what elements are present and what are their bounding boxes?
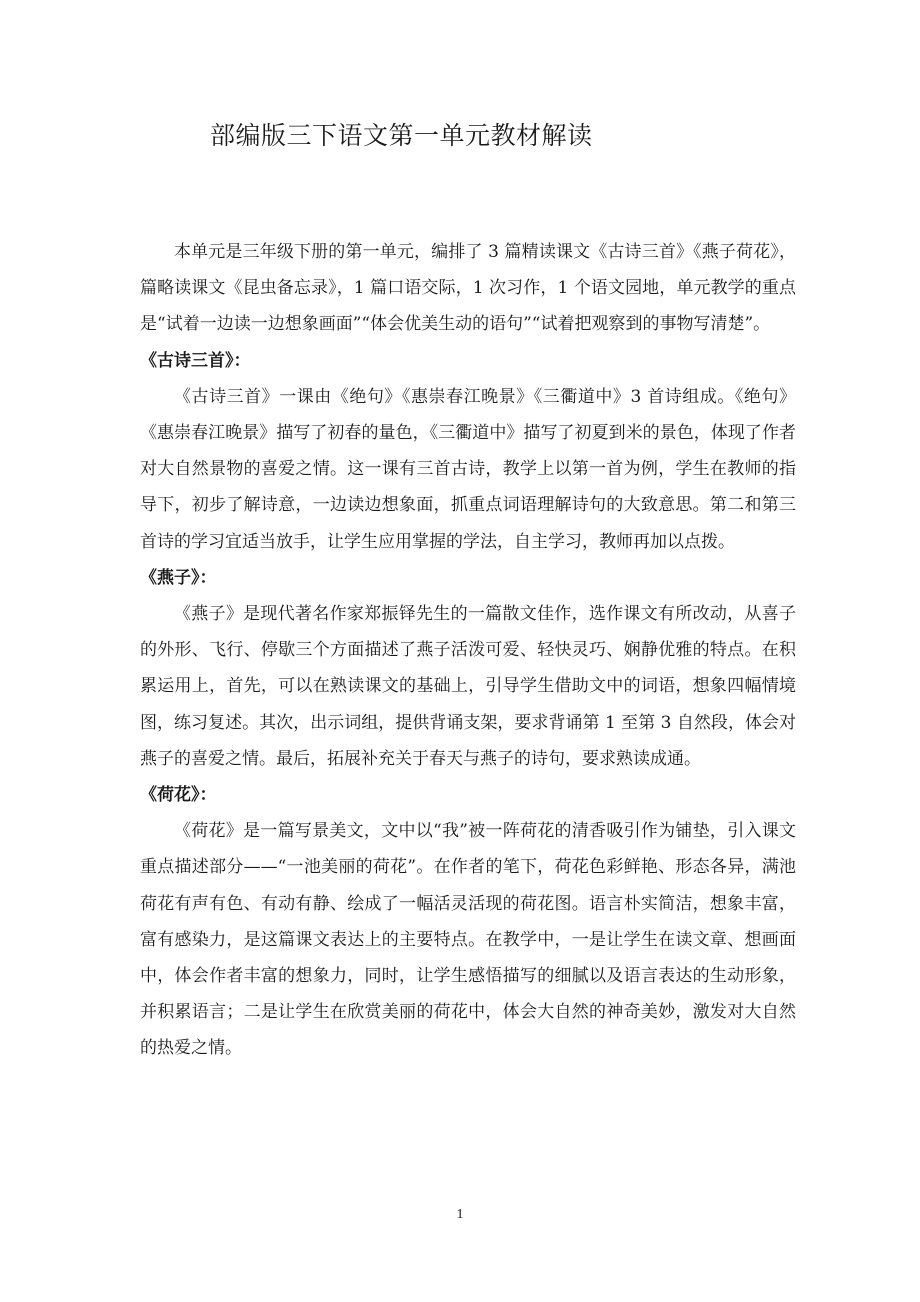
- section-paragraph-yanzi: 《燕子》是现代著名作家郑振铎先生的一篇散文佳作，选作课文有所改动，从喜子的外形、飞行、停歇三个方面描述了燕子活泼可爱、轻快灵巧、娴静优雅的特点。在积累运用上，首先，可以在熟读课文的基础上，引导学生借助文中的词语，想象四幅情境图，练习复述。其次，出示词组，提供背诵支架，要求背诵第 1 至第 3 自然段，体会对燕子的喜爱之情。最后，拓展补充关于春天与燕子的诗句，要求熟读成通。: [140, 604, 796, 769]
- section-heading-yanzi: 《燕子》：: [140, 567, 217, 588]
- document-body: [140, 234, 796, 1067]
- intro-paragraph: 本单元是三年级下册的第一单元，编排了 3 篇精读课文《古诗三首》《燕子荷花》，篇略读课文《昆虫备忘录》，1 篇口语交际，1 次习作，1 个语文园地，单元教学的重点是“试着一边读一边想象画面”“体会优美生动的语句”“试着把观察到的事物写清楚”。: [140, 242, 796, 335]
- section-paragraph-hehua: 《荷花》是一篇写景美文，文中以“我”被一阵荷花的清香吸引作为铺垫，引入课文重点描述部分——“一池美丽的荷花”。在作者的笔下，荷花色彩鲜艳、形态各异，满池荷花有声有色、有动有静、绘成了一幅活灵活现的荷花图。语言朴实简洁，想象丰富，富有感染力，是这篇课文表达上的主要特点。在教学中，一是让学生在读文章、想画面中，体会作者丰富的想象力，同时，让学生感悟描写的细腻以及语言表达的生动形象，并积累语言；二是让学生在欣赏美丽的荷花中，体会大自然的神奇美妙，激发对大自然的热爱之情。: [140, 821, 796, 1059]
- document-title: 部编版三下语文第一单元教材解读: [210, 121, 593, 150]
- section-heading-hehua: 《荷花》：: [140, 785, 217, 806]
- section-heading-gushi: 《古诗三首》：: [140, 350, 251, 371]
- section-paragraph-gushi: 《古诗三首》一课由《绝句》《惠崇春江晚景》《三衢道中》3 首诗组成。《绝句》《惠崇春江晚景》描写了初春的量色，《三衢道中》描写了初夏到米的景色，体现了作者对大自然景物的喜爱之情。这一课有三首古诗，教学上以第一首为例，学生在教师的指导下，初步了解诗意，一边读边想象面，抓重点词语理解诗句的大致意思。第二和第三首诗的学习宜适当放手，让学生应用掌握的学法，自主学习，教师再加以点拨。: [140, 386, 796, 552]
- page-number: 1: [456, 1207, 464, 1222]
